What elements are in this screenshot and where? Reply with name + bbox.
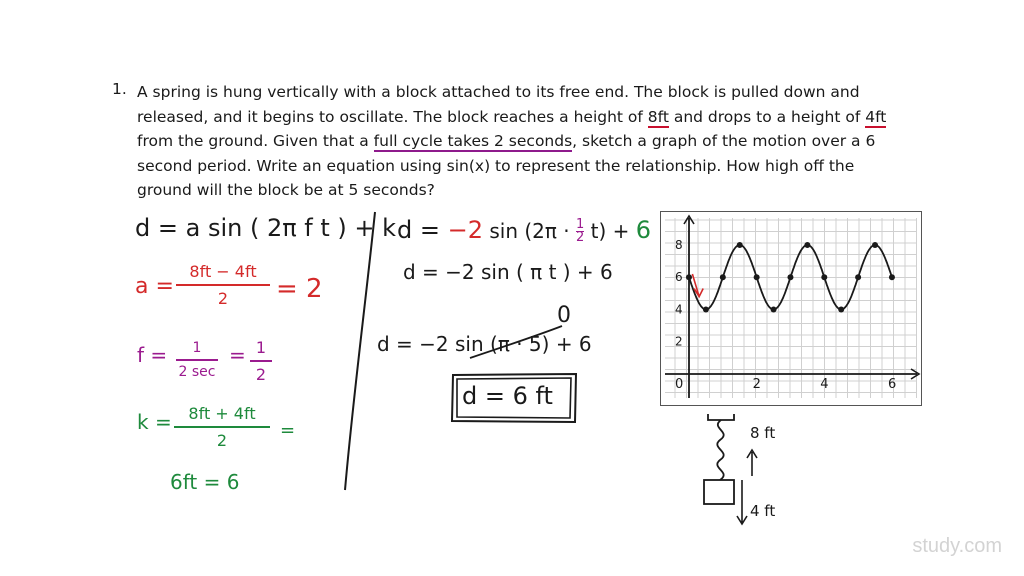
problem-number: 1. [112,80,127,98]
x-tick-label: 2 [752,377,761,392]
eq1-t: t) + [584,219,636,243]
watermark: study.com [912,535,1002,557]
data-point [754,274,760,280]
data-point [804,242,810,248]
problem-line-5: ground will the block be at 5 seconds? [137,181,435,199]
frequency-label: f = [137,343,168,367]
problem-line-2 [137,105,917,130]
height-4ft-highlight: 4ft [865,107,887,126]
data-point [787,274,793,280]
fraction-bar [250,360,272,362]
sine-graph [661,212,921,405]
problem-line-3-end: , sketch a graph of the motion over a 6 [572,132,876,150]
x-tick-label: 4 [820,377,829,392]
data-point [821,274,827,280]
strike-through [466,322,566,362]
eq1-amplitude: −2 [447,216,483,244]
data-point [855,274,861,280]
down-arrow-icon [737,480,747,524]
frequency-numerator: 1 [192,340,202,356]
y-tick-label: 6 [675,270,683,285]
data-point [872,242,878,248]
amplitude-label: a = [135,274,174,299]
problem-line-2-mid: and drops to a height of [668,107,866,126]
spring-coil [717,420,723,480]
eq1-midline: 6 [635,216,652,244]
problem-line-3-text: from the ground. Given that a [137,132,374,150]
amplitude-denominator: 2 [217,289,229,308]
spring-mount [708,414,734,420]
fraction-bar [176,359,218,361]
graph-panel [660,211,922,406]
frequency-result-denominator: 2 [255,365,267,384]
midline-denominator: 2 [216,431,228,450]
problem-line-2-text: released, and it begins to oscillate. The block reaches a height of [137,107,648,126]
substituted-equation: d = −2 sin (π · 5) + 6 [377,332,592,356]
data-point [686,274,692,280]
midline-label: k = [137,410,172,434]
amplitude-fraction [176,262,270,308]
problem-text [137,80,917,203]
y-tick-label: 8 [675,237,683,252]
specific-equation [397,216,651,244]
y-tick-label: 2 [675,334,683,349]
midline-equals: = [280,420,296,441]
final-answer: d = 6 ft [462,382,553,410]
spring-bottom-label: 4 ft [750,502,776,520]
y-tick-label: 4 [675,302,683,317]
evaluated-zero: 0 [557,303,571,328]
data-point [838,306,844,312]
data-point [889,274,895,280]
problem-line-1: A spring is hung vertically with a block attached to its free end. The block is pulled down and [137,83,860,101]
amplitude-numerator: 8ft − 4ft [189,262,257,281]
up-arrow-icon [747,450,757,476]
eq1-sin: sin (2π · [483,219,577,243]
block [704,480,734,504]
data-point [720,274,726,280]
fraction-bar [174,426,270,428]
eq1-freq-numerator: 1 [576,216,585,232]
data-point [737,242,743,248]
eq1-freq-denominator: 2 [576,229,585,245]
midline-numerator: 8ft + 4ft [188,404,256,423]
problem-line-4: second period. Write an equation using sin(x) to represent the relationship. How high off the [137,156,855,175]
full-cycle-highlight: full cycle takes 2 seconds [373,132,573,150]
frequency-denominator: 2 sec [178,364,216,380]
midline-fraction [174,404,270,450]
midline-result: 6ft = 6 [170,470,240,494]
frequency-result-numerator: 1 [255,338,267,357]
data-point [703,306,709,312]
height-8ft-highlight: 8ft [647,107,669,126]
amplitude-result: = 2 [276,274,323,304]
spring-top-label: 8 ft [750,424,776,442]
frequency-fraction [176,340,218,380]
frequency-equals: = [229,343,246,367]
x-tick-label: 6 [887,377,897,392]
general-equation: d = a sin ( 2π f t ) + k [135,214,397,242]
frequency-result-fraction [250,338,272,384]
x-tick-label: 0 [675,377,684,392]
problem-line-3 [137,129,917,154]
data-point [771,306,777,312]
simplified-equation: d = −2 sin ( π t ) + 6 [403,260,613,284]
eq1-prefix: d = [397,216,448,244]
fraction-bar [176,284,270,286]
